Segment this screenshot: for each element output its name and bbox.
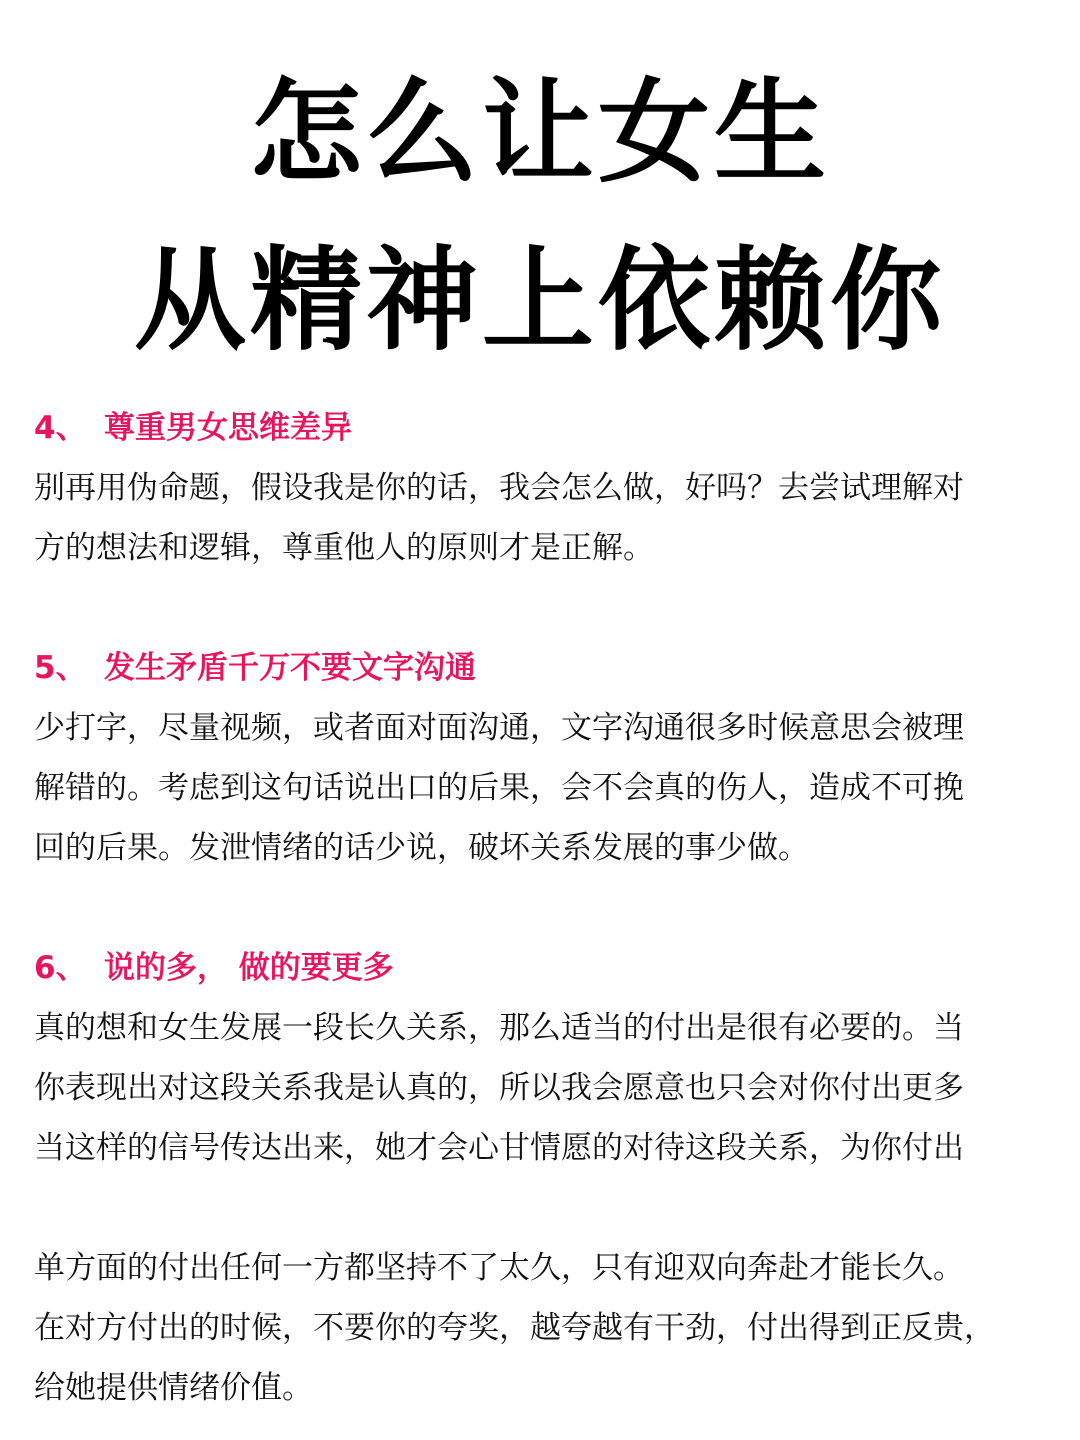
section-5-line-3: 回的后果。发泄情绪的话少说，破坏关系发展的事少做。 xyxy=(34,830,809,866)
section-title: 发生矛盾千万不要文字沟通 xyxy=(104,650,476,686)
section-number: 4、 xyxy=(34,410,87,446)
section-5-line-1: 少打字，尽量视频，或者面对面沟通，文字沟通很多时候意思会被理 xyxy=(34,710,964,746)
section-6-line-3: 当这样的信号传达出来，她才会心甘情愿的对待这段关系，为你付出 xyxy=(34,1130,964,1166)
section-6-extra-line-3: 给她提供情绪价值。 xyxy=(34,1370,313,1406)
section-6-extra-line-2: 在对方付出的时候，不要你的夸奖，越夸越有干劲，付出得到正反贵， xyxy=(34,1310,995,1346)
title-line-1: 怎么让女生 xyxy=(250,68,830,198)
title-line-2: 从精神上依赖你 xyxy=(134,236,946,366)
section-5-heading xyxy=(34,648,476,688)
section-4-line-2: 方的想法和逻辑，尊重他人的原则才是正解。 xyxy=(34,530,654,566)
section-title: 说的多， 做的要更多 xyxy=(104,950,394,986)
section-number: 5、 xyxy=(34,650,87,686)
section-6-extra-line-1: 单方面的付出任何一方都坚持不了太久，只有迎双向奔赴才能长久。 xyxy=(34,1250,964,1286)
section-title: 尊重男女思维差异 xyxy=(104,410,352,446)
section-number: 6、 xyxy=(34,950,87,986)
section-6-line-2: 你表现出对这段关系我是认真的，所以我会愿意也只会对你付出更多 xyxy=(34,1070,964,1106)
section-6-line-1: 真的想和女生发展一段长久关系，那么适当的付出是很有必要的。当 xyxy=(34,1010,964,1046)
section-6-heading xyxy=(34,948,394,988)
section-4-heading xyxy=(34,408,352,448)
section-4-line-1: 别再用伪命题，假设我是你的话，我会怎么做，好吗？去尝试理解对 xyxy=(34,470,964,506)
section-5-line-2: 解错的。考虑到这句话说出口的后果，会不会真的伤人，造成不可挽 xyxy=(34,770,964,806)
